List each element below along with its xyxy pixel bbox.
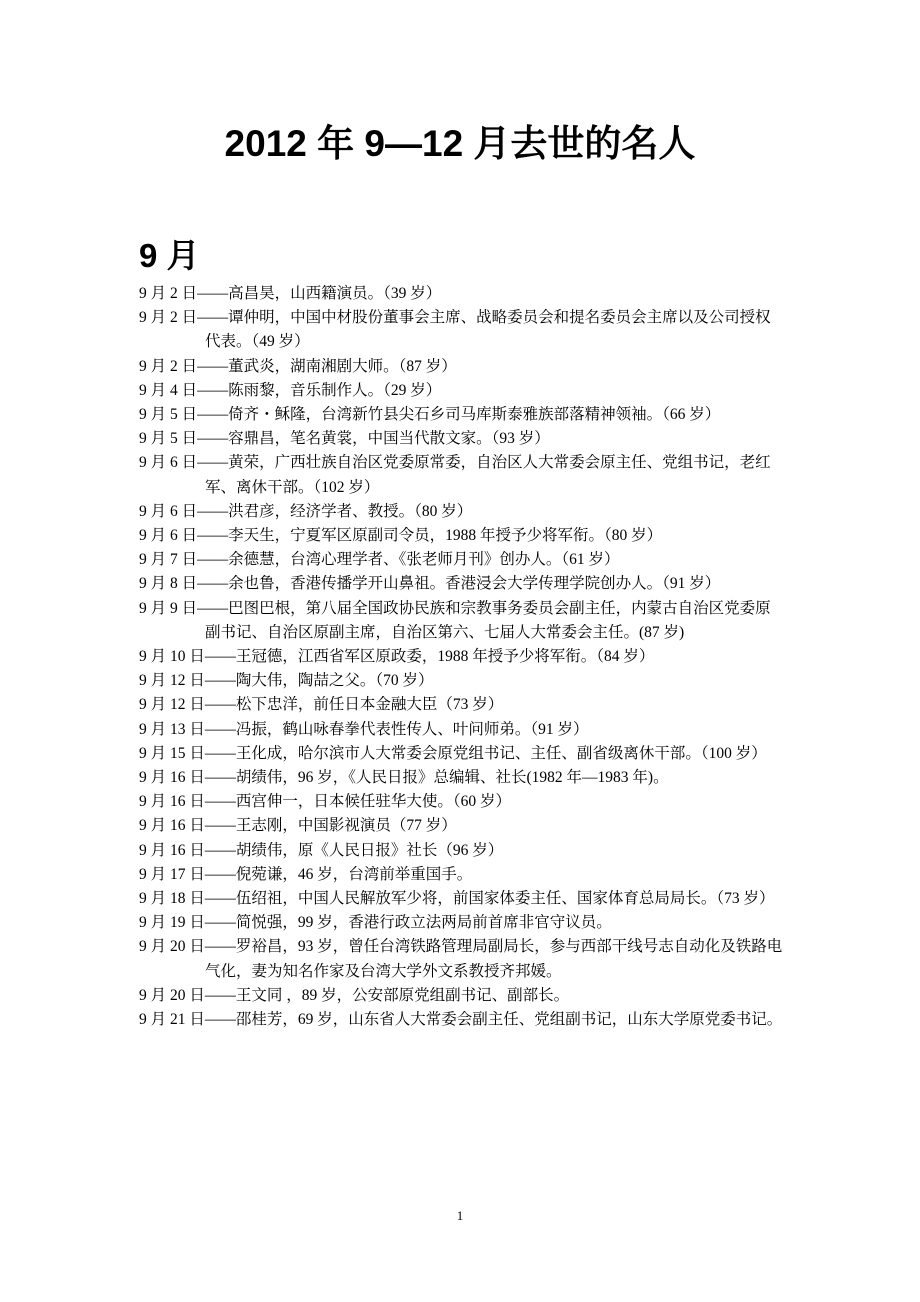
list-item: 9 月 6 日——黄荣，广西壮族自治区党委原常委，自治区人大常委会原主任、党组书记，老红军、离休干部。（102 岁） — [139, 454, 771, 496]
entry-list — [139, 282, 785, 1032]
list-item: 9 月 10 日——王冠德，江西省军区原政委，1988 年授予少将军衔。（84 岁） — [139, 648, 655, 666]
list-item: 9 月 5 日——容鼎昌，笔名黄裳，中国当代散文家。（93 岁） — [139, 430, 550, 448]
month-heading: 9 月 — [139, 237, 200, 274]
list-item: 9 月 2 日——谭仲明，中国中材股份董事会主席、战略委员会和提名委员会主席以及公司授权代表。（49 岁） — [139, 309, 771, 351]
list-item: 9 月 15 日——王化成，哈尔滨市人大常委会原党组书记、主任、副省级离休干部。（100 岁） — [139, 744, 767, 762]
list-item: 9 月 20 日——罗裕昌，93 岁，曾任台湾铁路管理局副局长，参与西部干线号志自动化及铁路电气化，妻为知名作家及台湾大学外文系教授齐邦媛。 — [139, 938, 783, 980]
list-item: 9 月 12 日——陶大伟，陶喆之父。（70 岁） — [139, 672, 434, 690]
list-item: 9 月 9 日——巴图巴根，第八届全国政协民族和宗教事务委员会副主任，内蒙古自治区党委原副书记、自治区原副主席，自治区第六、七届人大常委会主任。(87 岁) — [139, 599, 771, 641]
list-item: 9 月 2 日——高昌昊，山西籍演员。（39 岁） — [139, 285, 442, 302]
list-item: 9 月 13 日——冯振，鹤山咏春拳代表性传人、叶问师弟。（91 岁） — [139, 720, 589, 738]
page-title: 2012 年 9—12 月去世的名人 — [224, 123, 696, 164]
list-item: 9 月 20 日——王文同 ，89 岁，公安部原党组副书记、副部长。 — [139, 986, 570, 1004]
list-item: 9 月 6 日——李天生，宁夏军区原副司令员，1988 年授予少将军衔。（80 岁） — [139, 527, 663, 545]
list-item: 9 月 19 日——简悦强，99 岁，香港行政立法两局前首席非官守议员。 — [139, 914, 612, 932]
list-item: 9 月 16 日——王志刚，中国影视演员（77 岁） — [139, 817, 457, 835]
list-item: 9 月 16 日——胡绩伟，96 岁，《人民日报》总编辑、社长(1982 年—1983 年)。 — [139, 769, 669, 787]
list-item: 9 月 7 日——余德慧，台湾心理学者、《张老师月刊》创办人。（61 岁） — [139, 551, 620, 569]
list-item: 9 月 16 日——西宫伸一，日本候任驻华大使。（60 岁） — [139, 793, 512, 811]
list-item: 9 月 21 日——邵桂芳，69 岁，山东省人大常委会副主任、党组副书记，山东大学原党委书记。 — [139, 1011, 783, 1029]
list-item: 9 月 5 日——倚齐・稣隆，台湾新竹县尖石乡司马库斯泰雅族部落精神领袖。（66 岁） — [139, 406, 721, 424]
list-item: 9 月 18 日——伍绍祖，中国人民解放军少将，前国家体委主任、国家体育总局局长。（73 岁） — [139, 890, 775, 908]
list-item: 9 月 16 日——胡绩伟，原《人民日报》社长（96 岁） — [139, 841, 504, 859]
list-item: 9 月 12 日——松下忠洋，前任日本金融大臣（73 岁） — [139, 696, 504, 714]
list-item: 9 月 4 日——陈雨黎，音乐制作人。（29 岁） — [139, 381, 442, 399]
list-item: 9 月 8 日——余也鲁，香港传播学开山鼻祖。香港浸会大学传理学院创办人。（91 岁） — [139, 575, 721, 593]
list-item: 9 月 6 日——洪君彦，经济学者、教授。（80 岁） — [139, 502, 473, 520]
list-item: 9 月 17 日——倪菀谦，46 岁，台湾前举重国手。 — [139, 865, 473, 883]
page-number: 1 — [456, 1208, 464, 1223]
list-item: 9 月 2 日——董武炎，湖南湘剧大师。（87 岁） — [139, 357, 457, 375]
